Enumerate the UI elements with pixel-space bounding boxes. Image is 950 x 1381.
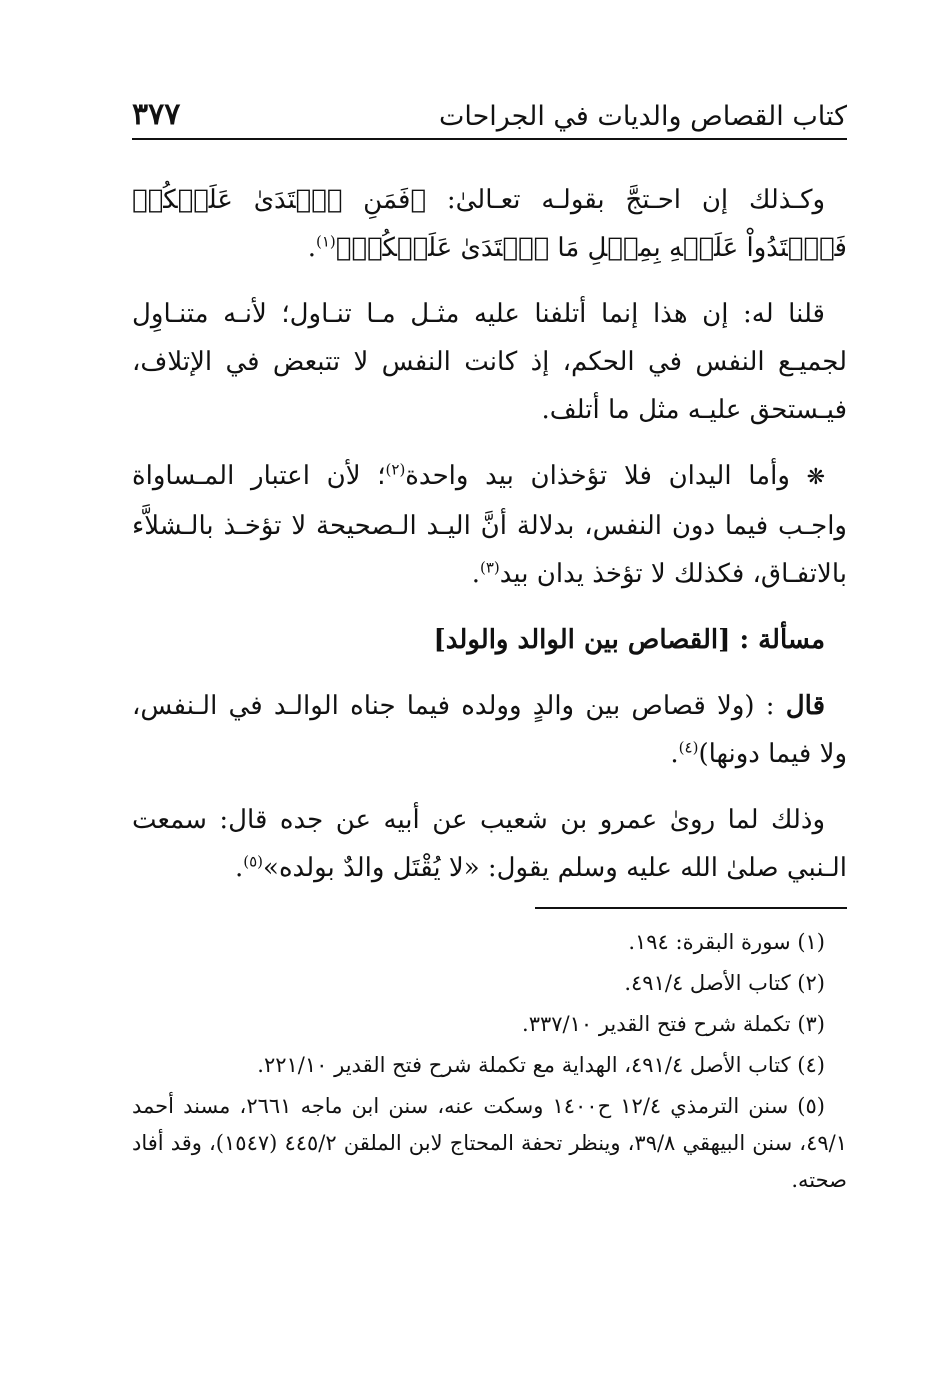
footnotes [132, 924, 847, 1203]
paragraph-2: قلنا له: إن هذا إنما أتلفنا عليه مثـل مـا تنـاول؛ لأنـه متنـاوِل لجميـع النفس في الحكم، إذ كانت النفس لا تتبعض في الإتلاف، فيـستحق عليـه مثل ما أتلف. [132, 299, 847, 425]
heading-separator: : [730, 625, 759, 655]
paragraph-4-text: : (ولا قصاص بين والدٍ وولده فيما جناه الوالـد في الـنفس، ولا فيما دونها) [132, 691, 847, 769]
section-star-icon: ❋ [806, 465, 826, 490]
paragraph-3-text: وأما اليدان فلا تؤخذان بيد واحدة [405, 461, 790, 491]
heading-title: [القصاص بين الوالد والولد] [433, 625, 731, 655]
footnote-5: (٥) سنن الترمذي ١٢/٤ ح١٤٠٠ وسكت عنه، سنن ابن ماجه ٢٦٦١، مسند أحمد ٤٩/١، سنن البيهقي ٣٩/٨، وينظر تحفة المحتاج لابن الملقن ٤٤٥/٢ (١٥٤٧)، وقد أفاد صحته. [132, 1094, 847, 1192]
paragraph-3-rest: ؛ لأن اعتبار المـساواة واجـب فيما دون النفس، بدلالة أنَّ اليـد الـصحيحة لا تؤخـذ بالـشلاَّء بالاتفـاق، فكذلك لا تؤخذ يدان بيد [132, 461, 847, 589]
paragraph-5 [132, 796, 847, 892]
footnote-3: (٣) تكملة شرح فتح القدير ٣٣٧/١٠. [522, 1012, 825, 1036]
footnote-1: (١) سورة البقرة: ١٩٤. [628, 930, 825, 954]
footnote-4: (٤) كتاب الأصل ٤٩١/٤، الهداية مع تكملة شرح فتح القدير ٢٢١/١٠. [257, 1053, 825, 1077]
paragraph-5-text: وذلك لما روىٰ عمرو بن شعيب عن أبيه عن جده قال: سمعت الـنبي صلىٰ الله عليه وسلم يقول: «لا يُقْتَل والدٌ بولده» [132, 805, 847, 883]
footnote-ref-2: (٢) [385, 460, 406, 479]
main-text [132, 176, 847, 910]
section-heading [132, 616, 847, 664]
footnote-ref-4: (٤) [678, 738, 699, 757]
footnote-ref-5: (٥) [243, 852, 264, 871]
page-number: ٣٧٧ [132, 97, 181, 132]
paragraph-4 [132, 682, 847, 778]
paragraph-5-end: . [234, 853, 244, 883]
quran-verse: ﴿فَمَنِ ٱعۡتَدَىٰ عَلَيۡكُمۡ فَٱعۡتَدُواْ عَلَيۡهِ بِمِثۡلِ مَا ٱعۡتَدَىٰ عَلَيۡكُمۡ﴾ [132, 185, 847, 263]
paragraph-3-end: . [471, 559, 480, 589]
running-header [132, 92, 847, 140]
footnote-2: (٢) كتاب الأصل ٤٩١/٤. [624, 971, 825, 995]
paragraph-4-label: قال [785, 691, 825, 721]
footnote-divider [535, 907, 847, 909]
heading-label: مسألة [758, 625, 825, 655]
running-title: كتاب القصاص والديات في الجراحات [438, 101, 847, 132]
footnote-ref-3: (٣) [480, 558, 500, 577]
paragraph-1-text: وكـذلك إن احـتجَّ بقولـه تعـالىٰ: [426, 185, 825, 215]
paragraph-4-end: . [670, 739, 679, 769]
footnote-ref-1: (١) [315, 232, 336, 251]
paragraph-1-end: . [307, 233, 316, 263]
paragraph-1 [132, 176, 847, 272]
paragraph-3 [132, 452, 847, 598]
